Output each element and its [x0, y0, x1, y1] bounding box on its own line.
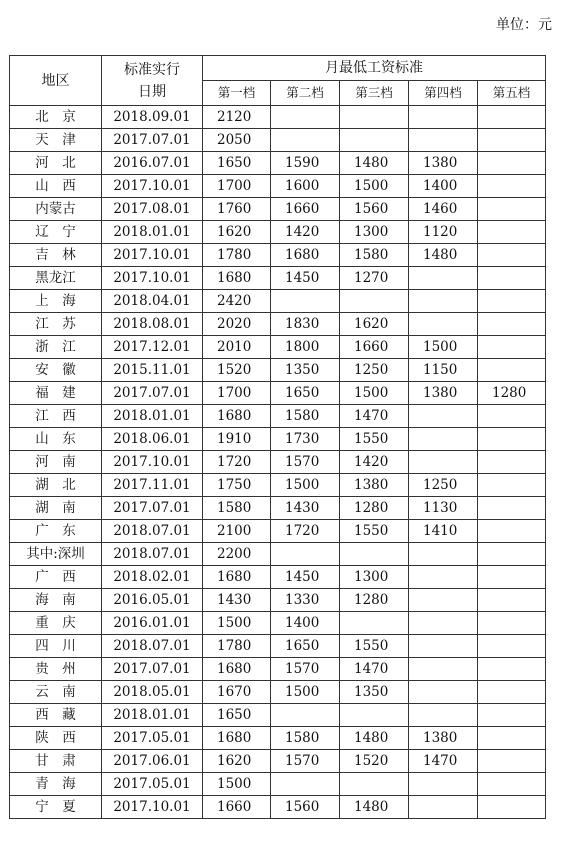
cell-tier-1: 1680 [203, 405, 271, 428]
table-row [10, 612, 546, 635]
cell-tier-4: 1380 [409, 382, 478, 405]
table-row [10, 428, 546, 451]
cell-tier-2: 1580 [271, 727, 340, 750]
cell-date: 2018.08.01 [102, 313, 203, 336]
cell-tier-5 [478, 359, 546, 382]
cell-tier-3: 1480 [340, 796, 409, 819]
header-tier-2: 第二档 [271, 81, 340, 106]
cell-region: 浙 江 [10, 336, 102, 359]
cell-region: 其中:深圳 [10, 543, 102, 566]
cell-date: 2016.01.01 [102, 612, 203, 635]
cell-tier-5 [478, 313, 546, 336]
cell-tier-2: 1450 [271, 566, 340, 589]
cell-tier-4 [409, 290, 478, 313]
cell-tier-4: 1130 [409, 497, 478, 520]
table-row [10, 520, 546, 543]
cell-tier-1: 1660 [203, 796, 271, 819]
table-row [10, 313, 546, 336]
cell-tier-5 [478, 106, 546, 129]
cell-tier-2: 1730 [271, 428, 340, 451]
header-region: 地区 [10, 56, 102, 106]
cell-date: 2015.11.01 [102, 359, 203, 382]
cell-tier-1: 2020 [203, 313, 271, 336]
cell-tier-2: 1500 [271, 474, 340, 497]
table-row [10, 221, 546, 244]
cell-tier-5 [478, 129, 546, 152]
table-row [10, 589, 546, 612]
header-monthly: 月最低工资标准 [203, 56, 546, 81]
cell-tier-5 [478, 428, 546, 451]
cell-tier-1: 2120 [203, 106, 271, 129]
table-row [10, 106, 546, 129]
cell-date: 2017.07.01 [102, 129, 203, 152]
cell-tier-2 [271, 773, 340, 796]
cell-tier-3: 1550 [340, 520, 409, 543]
cell-tier-4: 1380 [409, 152, 478, 175]
cell-tier-3: 1480 [340, 152, 409, 175]
cell-tier-2 [271, 129, 340, 152]
cell-region: 贵 州 [10, 658, 102, 681]
cell-tier-1: 2420 [203, 290, 271, 313]
cell-tier-5 [478, 658, 546, 681]
cell-region: 河 北 [10, 152, 102, 175]
cell-tier-4 [409, 589, 478, 612]
header-date [102, 56, 203, 106]
cell-date: 2017.07.01 [102, 382, 203, 405]
cell-region: 西 藏 [10, 704, 102, 727]
cell-tier-1: 1620 [203, 750, 271, 773]
cell-region: 山 西 [10, 175, 102, 198]
cell-date: 2018.04.01 [102, 290, 203, 313]
cell-tier-1: 2010 [203, 336, 271, 359]
cell-tier-2: 1570 [271, 750, 340, 773]
cell-tier-1: 1650 [203, 704, 271, 727]
cell-tier-3 [340, 106, 409, 129]
table-row [10, 635, 546, 658]
cell-date: 2017.10.01 [102, 267, 203, 290]
cell-tier-3: 1270 [340, 267, 409, 290]
cell-date: 2017.05.01 [102, 773, 203, 796]
cell-date: 2017.08.01 [102, 198, 203, 221]
header-tier-1: 第一档 [203, 81, 271, 106]
cell-date: 2018.01.01 [102, 405, 203, 428]
cell-region: 湖 北 [10, 474, 102, 497]
table-row [10, 336, 546, 359]
cell-tier-4: 1150 [409, 359, 478, 382]
cell-tier-4: 1480 [409, 244, 478, 267]
cell-tier-3: 1280 [340, 589, 409, 612]
cell-tier-3: 1250 [340, 359, 409, 382]
cell-tier-4 [409, 658, 478, 681]
cell-tier-3: 1550 [340, 635, 409, 658]
cell-region: 江 西 [10, 405, 102, 428]
cell-tier-3 [340, 612, 409, 635]
table-row [10, 543, 546, 566]
cell-tier-2: 1430 [271, 497, 340, 520]
cell-tier-5 [478, 152, 546, 175]
table-row [10, 658, 546, 681]
cell-tier-4: 1400 [409, 175, 478, 198]
cell-tier-2: 1350 [271, 359, 340, 382]
cell-tier-2: 1680 [271, 244, 340, 267]
cell-tier-1: 1700 [203, 175, 271, 198]
cell-tier-3: 1280 [340, 497, 409, 520]
cell-tier-3: 1620 [340, 313, 409, 336]
cell-region: 上 海 [10, 290, 102, 313]
cell-date: 2017.07.01 [102, 497, 203, 520]
cell-tier-1: 1780 [203, 244, 271, 267]
cell-tier-3: 1520 [340, 750, 409, 773]
cell-tier-4 [409, 543, 478, 566]
cell-tier-4 [409, 106, 478, 129]
cell-tier-2: 1400 [271, 612, 340, 635]
cell-tier-3: 1470 [340, 658, 409, 681]
cell-tier-2: 1560 [271, 796, 340, 819]
cell-tier-3: 1660 [340, 336, 409, 359]
cell-tier-5 [478, 635, 546, 658]
cell-tier-4 [409, 313, 478, 336]
cell-tier-5 [478, 451, 546, 474]
table-row [10, 451, 546, 474]
cell-tier-4: 1460 [409, 198, 478, 221]
cell-tier-4: 1410 [409, 520, 478, 543]
cell-tier-2: 1450 [271, 267, 340, 290]
table-row [10, 727, 546, 750]
table-row [10, 796, 546, 819]
cell-region: 广 东 [10, 520, 102, 543]
table-row [10, 175, 546, 198]
cell-tier-1: 1780 [203, 635, 271, 658]
cell-date: 2018.05.01 [102, 681, 203, 704]
cell-tier-2: 1500 [271, 681, 340, 704]
cell-tier-5 [478, 267, 546, 290]
cell-tier-2 [271, 106, 340, 129]
cell-tier-5 [478, 566, 546, 589]
cell-tier-3 [340, 129, 409, 152]
cell-tier-3 [340, 704, 409, 727]
cell-tier-3: 1560 [340, 198, 409, 221]
cell-tier-4 [409, 635, 478, 658]
cell-date: 2018.01.01 [102, 704, 203, 727]
cell-region: 湖 南 [10, 497, 102, 520]
cell-tier-1: 1650 [203, 152, 271, 175]
cell-tier-2: 1650 [271, 635, 340, 658]
cell-tier-2: 1570 [271, 658, 340, 681]
cell-tier-3: 1500 [340, 382, 409, 405]
cell-tier-3: 1300 [340, 221, 409, 244]
cell-region: 内蒙古 [10, 198, 102, 221]
cell-region: 天 津 [10, 129, 102, 152]
cell-tier-5 [478, 773, 546, 796]
cell-tier-1: 1620 [203, 221, 271, 244]
table-row [10, 198, 546, 221]
table-row [10, 382, 546, 405]
cell-tier-3: 1580 [340, 244, 409, 267]
table-body [10, 106, 546, 819]
cell-region: 吉 林 [10, 244, 102, 267]
cell-tier-5 [478, 520, 546, 543]
cell-region: 北 京 [10, 106, 102, 129]
cell-tier-4 [409, 566, 478, 589]
cell-tier-5 [478, 543, 546, 566]
cell-date: 2017.11.01 [102, 474, 203, 497]
cell-region: 辽 宁 [10, 221, 102, 244]
cell-tier-1: 1680 [203, 727, 271, 750]
table-row [10, 474, 546, 497]
table-row [10, 129, 546, 152]
cell-region: 河 南 [10, 451, 102, 474]
cell-region: 甘 肃 [10, 750, 102, 773]
cell-date: 2018.07.01 [102, 543, 203, 566]
cell-tier-4 [409, 405, 478, 428]
cell-tier-4 [409, 428, 478, 451]
cell-date: 2018.07.01 [102, 635, 203, 658]
cell-region: 安 徽 [10, 359, 102, 382]
unit-label: 单位：元 [496, 17, 552, 33]
cell-tier-4: 1380 [409, 727, 478, 750]
table-row [10, 290, 546, 313]
cell-date: 2017.10.01 [102, 796, 203, 819]
cell-tier-3: 1380 [340, 474, 409, 497]
header-tier-3: 第三档 [340, 81, 409, 106]
cell-tier-5 [478, 474, 546, 497]
cell-tier-1: 2200 [203, 543, 271, 566]
table-row [10, 704, 546, 727]
cell-tier-4 [409, 773, 478, 796]
cell-tier-3: 1350 [340, 681, 409, 704]
cell-tier-5 [478, 681, 546, 704]
cell-date: 2017.06.01 [102, 750, 203, 773]
table-row [10, 405, 546, 428]
cell-tier-3: 1550 [340, 428, 409, 451]
cell-tier-2: 1800 [271, 336, 340, 359]
cell-date: 2017.07.01 [102, 658, 203, 681]
cell-tier-3: 1470 [340, 405, 409, 428]
cell-tier-1: 1700 [203, 382, 271, 405]
cell-tier-2 [271, 290, 340, 313]
cell-tier-5 [478, 612, 546, 635]
cell-date: 2017.10.01 [102, 175, 203, 198]
cell-tier-3 [340, 290, 409, 313]
cell-tier-4: 1500 [409, 336, 478, 359]
cell-tier-1: 1500 [203, 612, 271, 635]
table-row [10, 244, 546, 267]
cell-tier-4 [409, 704, 478, 727]
cell-tier-1: 1580 [203, 497, 271, 520]
cell-tier-2: 1720 [271, 520, 340, 543]
cell-region: 青 海 [10, 773, 102, 796]
cell-tier-4 [409, 451, 478, 474]
cell-tier-5 [478, 727, 546, 750]
cell-tier-3: 1500 [340, 175, 409, 198]
cell-tier-2: 1650 [271, 382, 340, 405]
cell-tier-1: 1760 [203, 198, 271, 221]
cell-tier-2: 1330 [271, 589, 340, 612]
cell-tier-5 [478, 198, 546, 221]
table-row [10, 497, 546, 520]
cell-tier-2: 1660 [271, 198, 340, 221]
table-row [10, 773, 546, 796]
cell-tier-1: 1520 [203, 359, 271, 382]
cell-tier-1: 1680 [203, 566, 271, 589]
cell-tier-2: 1570 [271, 451, 340, 474]
min-wage-table [9, 55, 546, 819]
cell-region: 江 苏 [10, 313, 102, 336]
cell-tier-3 [340, 543, 409, 566]
cell-tier-2: 1600 [271, 175, 340, 198]
cell-tier-3 [340, 773, 409, 796]
cell-region: 宁 夏 [10, 796, 102, 819]
cell-tier-5 [478, 704, 546, 727]
cell-date: 2018.06.01 [102, 428, 203, 451]
cell-region: 福 建 [10, 382, 102, 405]
cell-date: 2017.10.01 [102, 451, 203, 474]
cell-tier-1: 2100 [203, 520, 271, 543]
cell-tier-2 [271, 704, 340, 727]
cell-tier-5 [478, 244, 546, 267]
header-date-line1: 标准实行 [124, 61, 180, 78]
cell-tier-5 [478, 750, 546, 773]
cell-tier-4: 1470 [409, 750, 478, 773]
cell-region: 重 庆 [10, 612, 102, 635]
cell-region: 四 川 [10, 635, 102, 658]
cell-date: 2018.09.01 [102, 106, 203, 129]
cell-tier-1: 2050 [203, 129, 271, 152]
cell-tier-5 [478, 290, 546, 313]
cell-tier-5: 1280 [478, 382, 546, 405]
cell-tier-4 [409, 267, 478, 290]
cell-date: 2017.12.01 [102, 336, 203, 359]
header-tier-5: 第五档 [478, 81, 546, 106]
cell-tier-5 [478, 405, 546, 428]
cell-tier-5 [478, 175, 546, 198]
cell-tier-5 [478, 221, 546, 244]
cell-tier-1: 1670 [203, 681, 271, 704]
cell-tier-1: 1680 [203, 267, 271, 290]
table-row [10, 566, 546, 589]
table-row [10, 152, 546, 175]
cell-tier-3: 1480 [340, 727, 409, 750]
cell-tier-5 [478, 336, 546, 359]
cell-tier-4 [409, 796, 478, 819]
cell-tier-4: 1250 [409, 474, 478, 497]
cell-tier-4 [409, 612, 478, 635]
table-row [10, 267, 546, 290]
cell-region: 陕 西 [10, 727, 102, 750]
header-date-line2: 日期 [138, 83, 166, 100]
cell-tier-1: 1430 [203, 589, 271, 612]
cell-tier-1: 1680 [203, 658, 271, 681]
cell-tier-1: 1750 [203, 474, 271, 497]
cell-tier-2: 1580 [271, 405, 340, 428]
cell-tier-1: 1720 [203, 451, 271, 474]
table-row [10, 750, 546, 773]
cell-tier-4 [409, 129, 478, 152]
cell-tier-5 [478, 796, 546, 819]
cell-region: 山 东 [10, 428, 102, 451]
cell-date: 2018.07.01 [102, 520, 203, 543]
cell-date: 2017.05.01 [102, 727, 203, 750]
cell-region: 广 西 [10, 566, 102, 589]
cell-tier-4 [409, 681, 478, 704]
cell-tier-3: 1300 [340, 566, 409, 589]
cell-tier-3: 1420 [340, 451, 409, 474]
cell-tier-5 [478, 497, 546, 520]
table-row [10, 359, 546, 382]
cell-tier-2: 1590 [271, 152, 340, 175]
cell-region: 云 南 [10, 681, 102, 704]
cell-tier-4: 1120 [409, 221, 478, 244]
cell-date: 2016.07.01 [102, 152, 203, 175]
cell-tier-1: 1500 [203, 773, 271, 796]
cell-tier-2: 1830 [271, 313, 340, 336]
cell-date: 2017.10.01 [102, 244, 203, 267]
cell-region: 海 南 [10, 589, 102, 612]
cell-date: 2018.02.01 [102, 566, 203, 589]
cell-region: 黑龙江 [10, 267, 102, 290]
header-tier-4: 第四档 [409, 81, 478, 106]
cell-tier-5 [478, 589, 546, 612]
cell-date: 2016.05.01 [102, 589, 203, 612]
table-row [10, 681, 546, 704]
cell-tier-2 [271, 543, 340, 566]
cell-tier-2: 1420 [271, 221, 340, 244]
cell-tier-1: 1910 [203, 428, 271, 451]
cell-date: 2018.01.01 [102, 221, 203, 244]
